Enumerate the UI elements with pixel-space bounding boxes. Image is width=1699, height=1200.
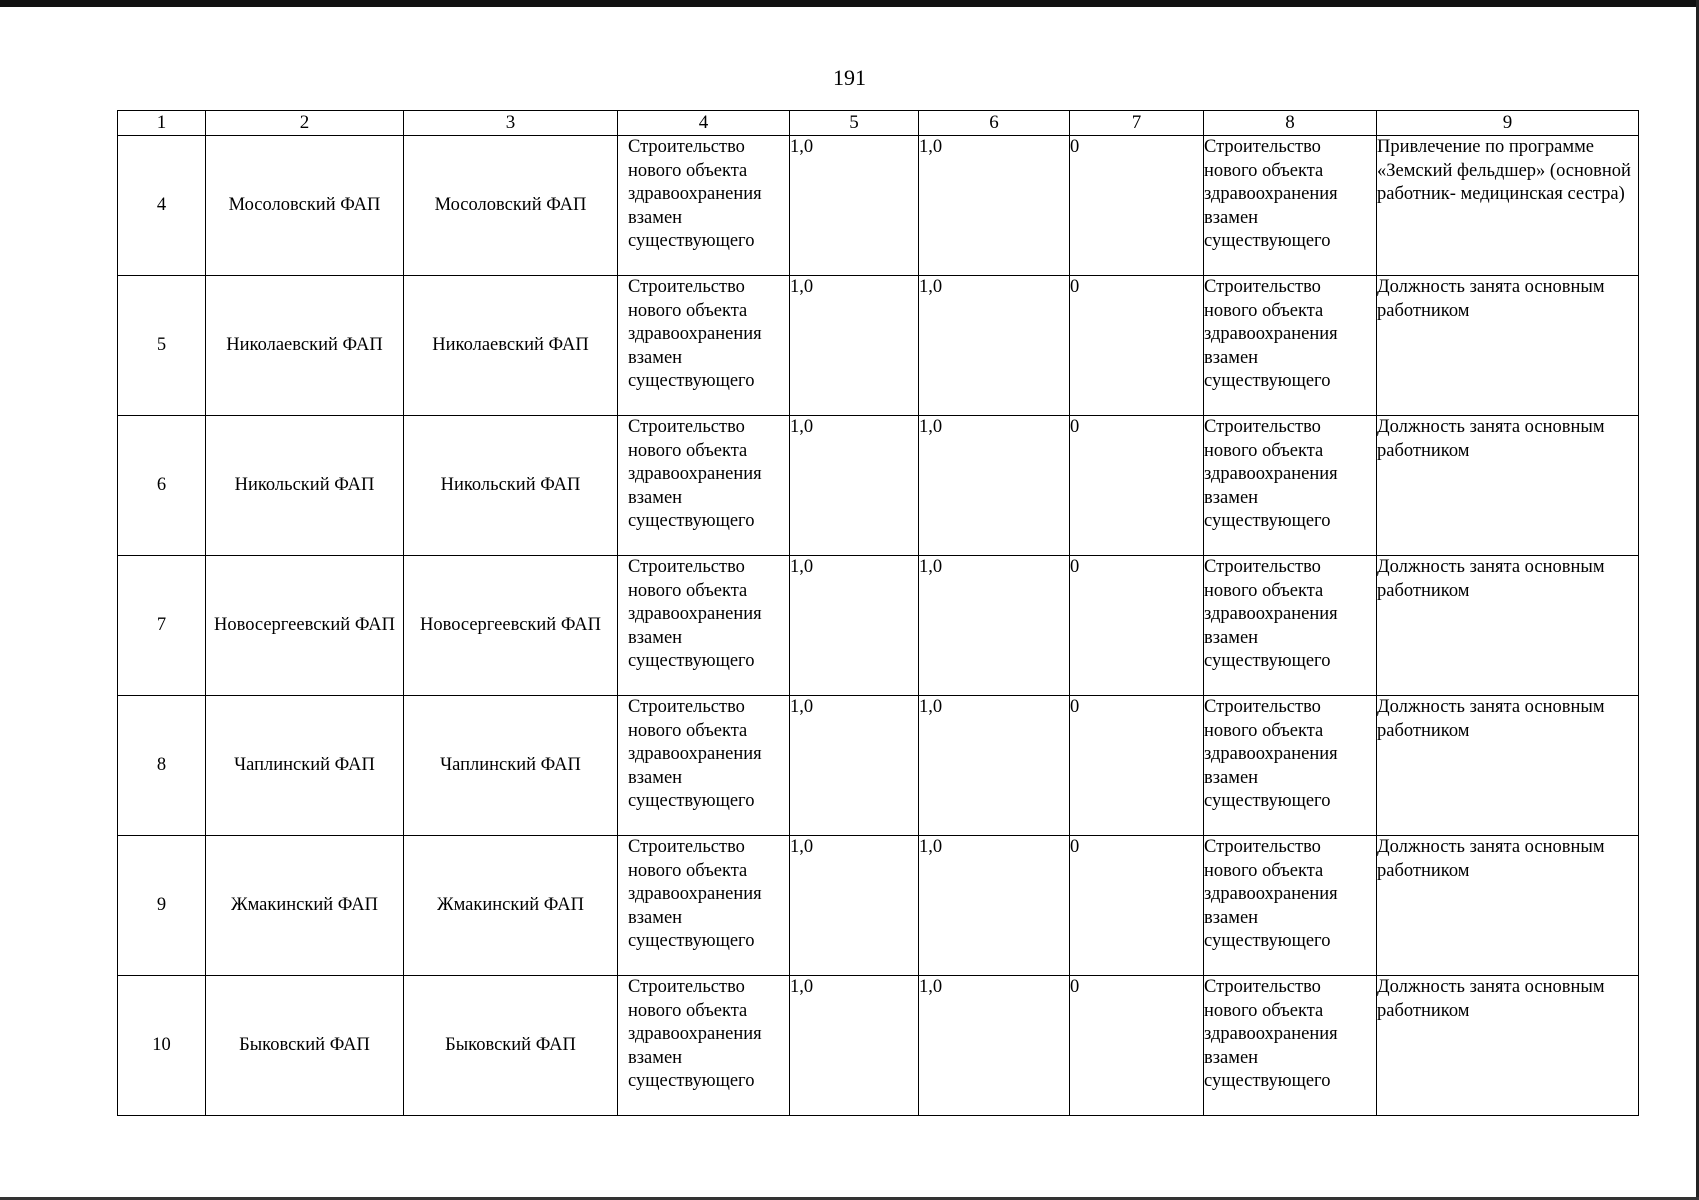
row-number-cell: 5	[118, 276, 206, 416]
measure-cell: Строительство нового объекта здравоохранения взамен существующего	[618, 976, 790, 1116]
value-cell: 1,0	[919, 276, 1070, 416]
measure-cell: Строительство нового объекта здравоохранения взамен существующего	[618, 836, 790, 976]
facility-name-cell: Быковский ФАП	[206, 976, 404, 1116]
staffing-note-cell: Должность занята основным работником	[1377, 696, 1639, 836]
measure-cell: Строительство нового объекта здравоохранения взамен существующего	[1204, 696, 1377, 836]
column-number: 8	[1204, 111, 1377, 136]
facility-name-cell: Чаплинский ФАП	[206, 696, 404, 836]
facility-name-cell: Мосоловский ФАП	[404, 136, 618, 276]
measure-cell: Строительство нового объекта здравоохранения взамен существующего	[1204, 416, 1377, 556]
value-cell: 1,0	[919, 416, 1070, 556]
measure-cell: Строительство нового объекта здравоохранения взамен существующего	[618, 556, 790, 696]
value-cell: 0	[1070, 416, 1204, 556]
column-number-row	[118, 111, 1639, 136]
measure-cell: Строительство нового объекта здравоохранения взамен существующего	[1204, 976, 1377, 1116]
value-cell: 1,0	[919, 836, 1070, 976]
value-cell: 1,0	[790, 136, 919, 276]
value-cell: 1,0	[790, 976, 919, 1116]
value-cell: 0	[1070, 136, 1204, 276]
column-number: 5	[790, 111, 919, 136]
row-number-cell: 9	[118, 836, 206, 976]
value-cell: 0	[1070, 276, 1204, 416]
value-cell: 0	[1070, 976, 1204, 1116]
value-cell: 0	[1070, 556, 1204, 696]
staffing-note-cell: Привлечение по программе «Земский фельдшер» (основной работник- медицинская сестра)	[1377, 136, 1639, 276]
table-row	[118, 556, 1639, 696]
measure-cell: Строительство нового объекта здравоохранения взамен существующего	[618, 136, 790, 276]
facility-name-cell: Быковский ФАП	[404, 976, 618, 1116]
row-number-cell: 7	[118, 556, 206, 696]
measure-cell: Строительство нового объекта здравоохранения взамен существующего	[618, 696, 790, 836]
facility-name-cell: Николаевский ФАП	[206, 276, 404, 416]
row-number-cell: 10	[118, 976, 206, 1116]
column-number: 7	[1070, 111, 1204, 136]
column-number: 2	[206, 111, 404, 136]
column-number: 3	[404, 111, 618, 136]
column-number: 9	[1377, 111, 1639, 136]
facility-name-cell: Жмакинский ФАП	[206, 836, 404, 976]
facility-name-cell: Жмакинский ФАП	[404, 836, 618, 976]
measure-cell: Строительство нового объекта здравоохранения взамен существующего	[1204, 836, 1377, 976]
facility-name-cell: Новосергеевский ФАП	[206, 556, 404, 696]
staffing-note-cell: Должность занята основным работником	[1377, 556, 1639, 696]
value-cell: 1,0	[790, 696, 919, 836]
column-number: 1	[118, 111, 206, 136]
facility-name-cell: Новосергеевский ФАП	[404, 556, 618, 696]
value-cell: 0	[1070, 836, 1204, 976]
measure-cell: Строительство нового объекта здравоохранения взамен существующего	[618, 276, 790, 416]
row-number-cell: 6	[118, 416, 206, 556]
staffing-note-cell: Должность занята основным работником	[1377, 976, 1639, 1116]
row-number-cell: 8	[118, 696, 206, 836]
value-cell: 0	[1070, 696, 1204, 836]
value-cell: 1,0	[790, 416, 919, 556]
table-row	[118, 836, 1639, 976]
table-row	[118, 276, 1639, 416]
table-row	[118, 136, 1639, 276]
table-row	[118, 696, 1639, 836]
value-cell: 1,0	[919, 976, 1070, 1116]
facility-name-cell: Мосоловский ФАП	[206, 136, 404, 276]
measure-cell: Строительство нового объекта здравоохранения взамен существующего	[1204, 276, 1377, 416]
staffing-note-cell: Должность занята основным работником	[1377, 276, 1639, 416]
measure-cell: Строительство нового объекта здравоохранения взамен существующего	[618, 416, 790, 556]
facility-name-cell: Никольский ФАП	[206, 416, 404, 556]
staffing-note-cell: Должность занята основным работником	[1377, 416, 1639, 556]
measure-cell: Строительство нового объекта здравоохранения взамен существующего	[1204, 136, 1377, 276]
value-cell: 1,0	[919, 696, 1070, 836]
facilities-table	[117, 110, 1639, 1116]
column-number: 4	[618, 111, 790, 136]
table-row	[118, 416, 1639, 556]
table-row	[118, 976, 1639, 1116]
row-number-cell: 4	[118, 136, 206, 276]
value-cell: 1,0	[790, 276, 919, 416]
column-number: 6	[919, 111, 1070, 136]
facility-name-cell: Николаевский ФАП	[404, 276, 618, 416]
staffing-note-cell: Должность занята основным работником	[1377, 836, 1639, 976]
value-cell: 1,0	[790, 836, 919, 976]
measure-cell: Строительство нового объекта здравоохранения взамен существующего	[1204, 556, 1377, 696]
facility-name-cell: Чаплинский ФАП	[404, 696, 618, 836]
value-cell: 1,0	[919, 136, 1070, 276]
page-number: 191	[833, 65, 866, 90]
value-cell: 1,0	[919, 556, 1070, 696]
facility-name-cell: Никольский ФАП	[404, 416, 618, 556]
value-cell: 1,0	[790, 556, 919, 696]
scan-border-top	[0, 0, 1699, 7]
